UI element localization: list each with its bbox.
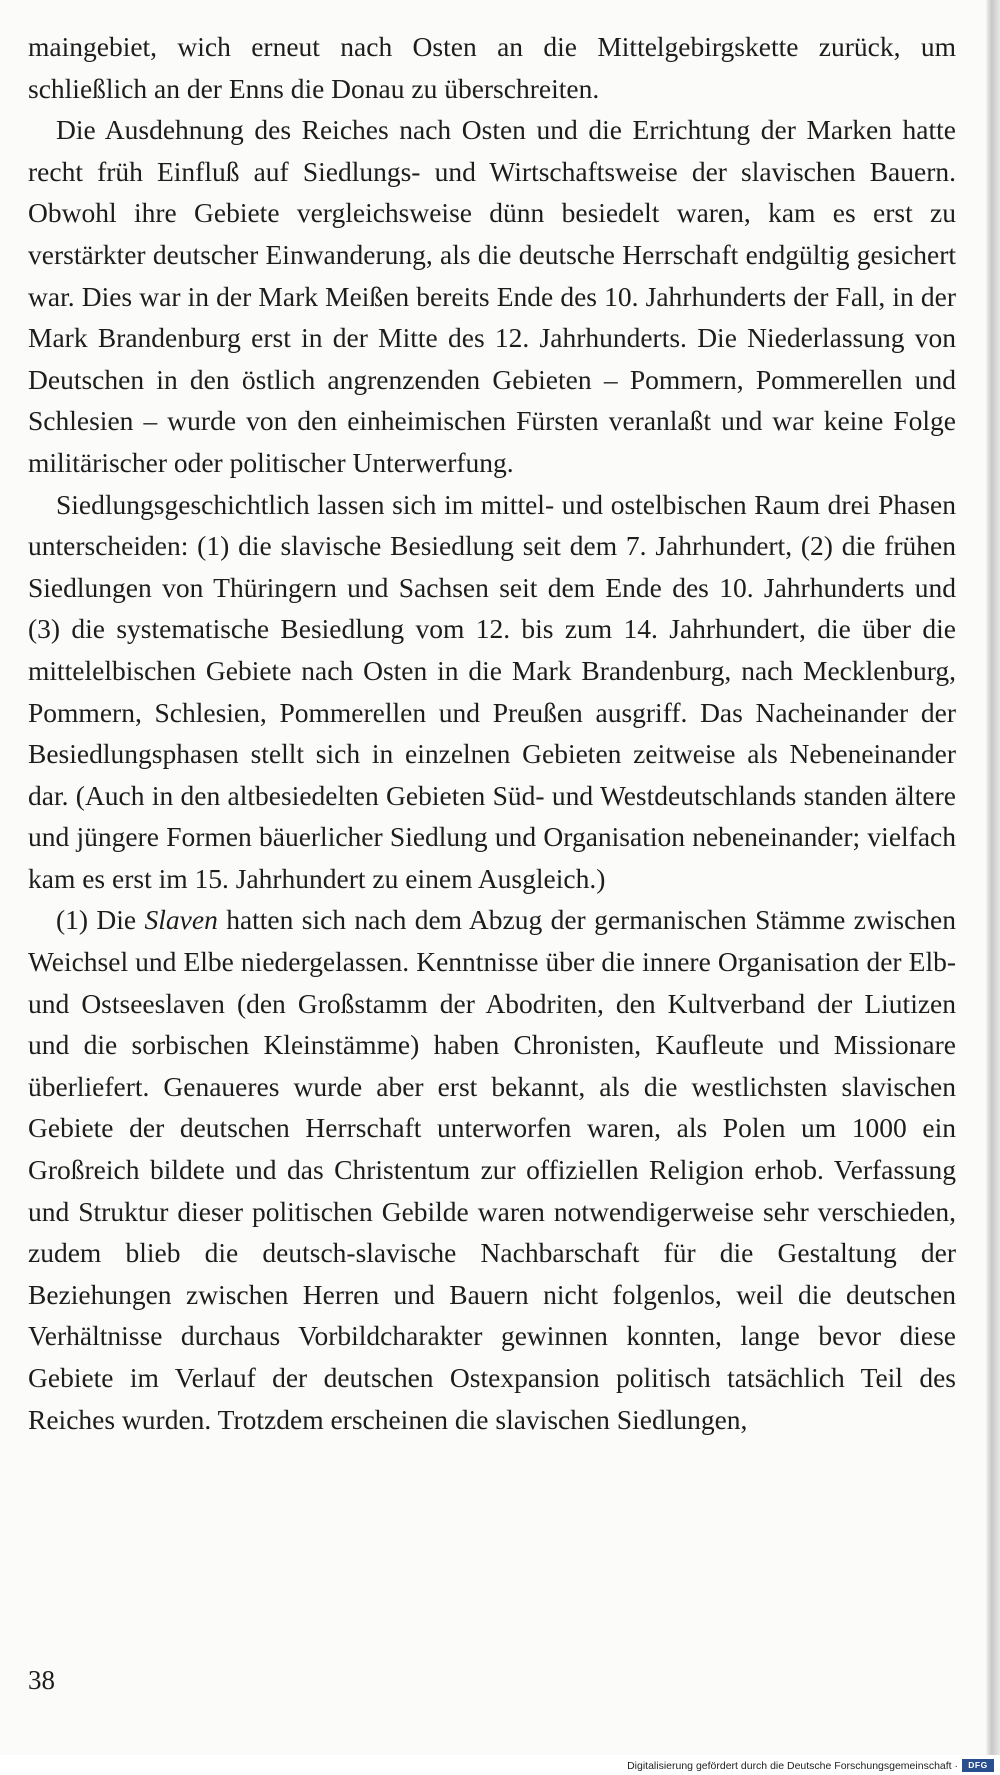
paragraph <box>28 899 956 1440</box>
text-segment: maingebiet, wich erneut nach Osten an die Mittelgebirgskette zurück, um schließlich an der Enns die Donau zu überschreiten. <box>28 31 956 104</box>
body-text <box>28 26 956 1440</box>
text-segment: Siedlungsgeschichtlich lassen sich im mittel- und ostelbischen Raum drei Phasen unterscheiden: (1) die slavische Besiedlung seit dem 7. Jahrhundert, (2) die frühen Siedlungen von Thüringern und Sachsen seit dem Ende des 10. Jahrhunderts und (3) die systematische Besiedlung vom 12. bis zum 14. Jahrhundert, die über die mittelelbischen Gebiete nach Osten in die Mark Brandenburg, nach Mecklenburg, Pommern, Schlesien, Pommerellen und Preußen ausgriff. Das Nacheinander der Besiedlungsphasen stellt sich in einzelnen Gebieten zeitweise als Nebeneinander dar. (Auch in den altbesiedelten Gebieten Süd- und Westdeutschlands standen ältere und jüngere Formen bäuerlicher Siedlung und Organisation nebeneinander; vielfach kam es erst im 15. Jahrhundert zu einem Ausgleich.) <box>28 488 956 894</box>
paragraph <box>28 26 956 109</box>
text-segment: (1) Die <box>56 904 145 936</box>
italic-term: Slaven <box>144 904 218 936</box>
text-segment: hatten sich nach dem Abzug der germanischen Stämme zwischen Weichsel und Elbe niedergelassen. Kenntnisse über die innere Organisation der Elb- und Ostseeslaven (den Großstamm der Abodriten, den Kultverband der Liutizen und die sorbischen Kleinstämme) haben Chronisten, Kaufleute und Missionare überliefert. Genaueres wurde aber erst bekannt, als die westlichsten slavischen Gebiete der deutschen Herrschaft unterworfen waren, als Polen um 1000 ein Großreich bildete und das Christentum zur offiziellen Religion erhob. Verfassung und Struktur dieser politischen Gebilde waren notwendigerweise sehr verschieden, zudem blieb die deutsch-slavische Nachbarschaft für die Gestaltung der Beziehungen zwischen Herren und Bauern nicht folgenlos, weil die deutschen Verhältnisse durchaus Vorbildcharakter gewinnen konnten, lange bevor diese Gebiete im Verlauf der deutschen Ostexpansion politisch tatsächlich Teil des Reiches wurden. Trotzdem erscheinen die slavischen Siedlungen, <box>28 904 956 1435</box>
footer-band <box>0 1755 1000 1775</box>
paragraph <box>28 109 956 483</box>
page-binding-edge <box>986 0 1000 1775</box>
funding-credit: Digitalisierung gefördert durch die Deutsche Forschungsgemeinschaft · <box>627 1760 958 1772</box>
dfg-logo-icon: DFG <box>962 1759 994 1772</box>
paragraph <box>28 484 956 900</box>
page-number: 38 <box>28 1665 55 1695</box>
text-segment: Die Ausdehnung des Reiches nach Osten und die Errichtung der Marken hatte recht früh Einfluß auf Siedlungs- und Wirtschaftsweise der slavischen Bauern. Obwohl ihre Gebiete vergleichsweise dünn besiedelt waren, kam es erst zu verstärkter deutscher Einwanderung, als die deutsche Herrschaft endgültig gesichert war. Dies war in der Mark Meißen bereits Ende des 10. Jahrhunderts der Fall, in der Mark Brandenburg erst in der Mitte des 12. Jahrhunderts. Die Niederlassung von Deutschen in den östlich angrenzenden Gebieten – Pommern, Pommerellen und Schlesien – wurde von den einheimischen Fürsten veranlaßt und war keine Folge militärischer oder politischer Unterwerfung. <box>28 114 956 478</box>
